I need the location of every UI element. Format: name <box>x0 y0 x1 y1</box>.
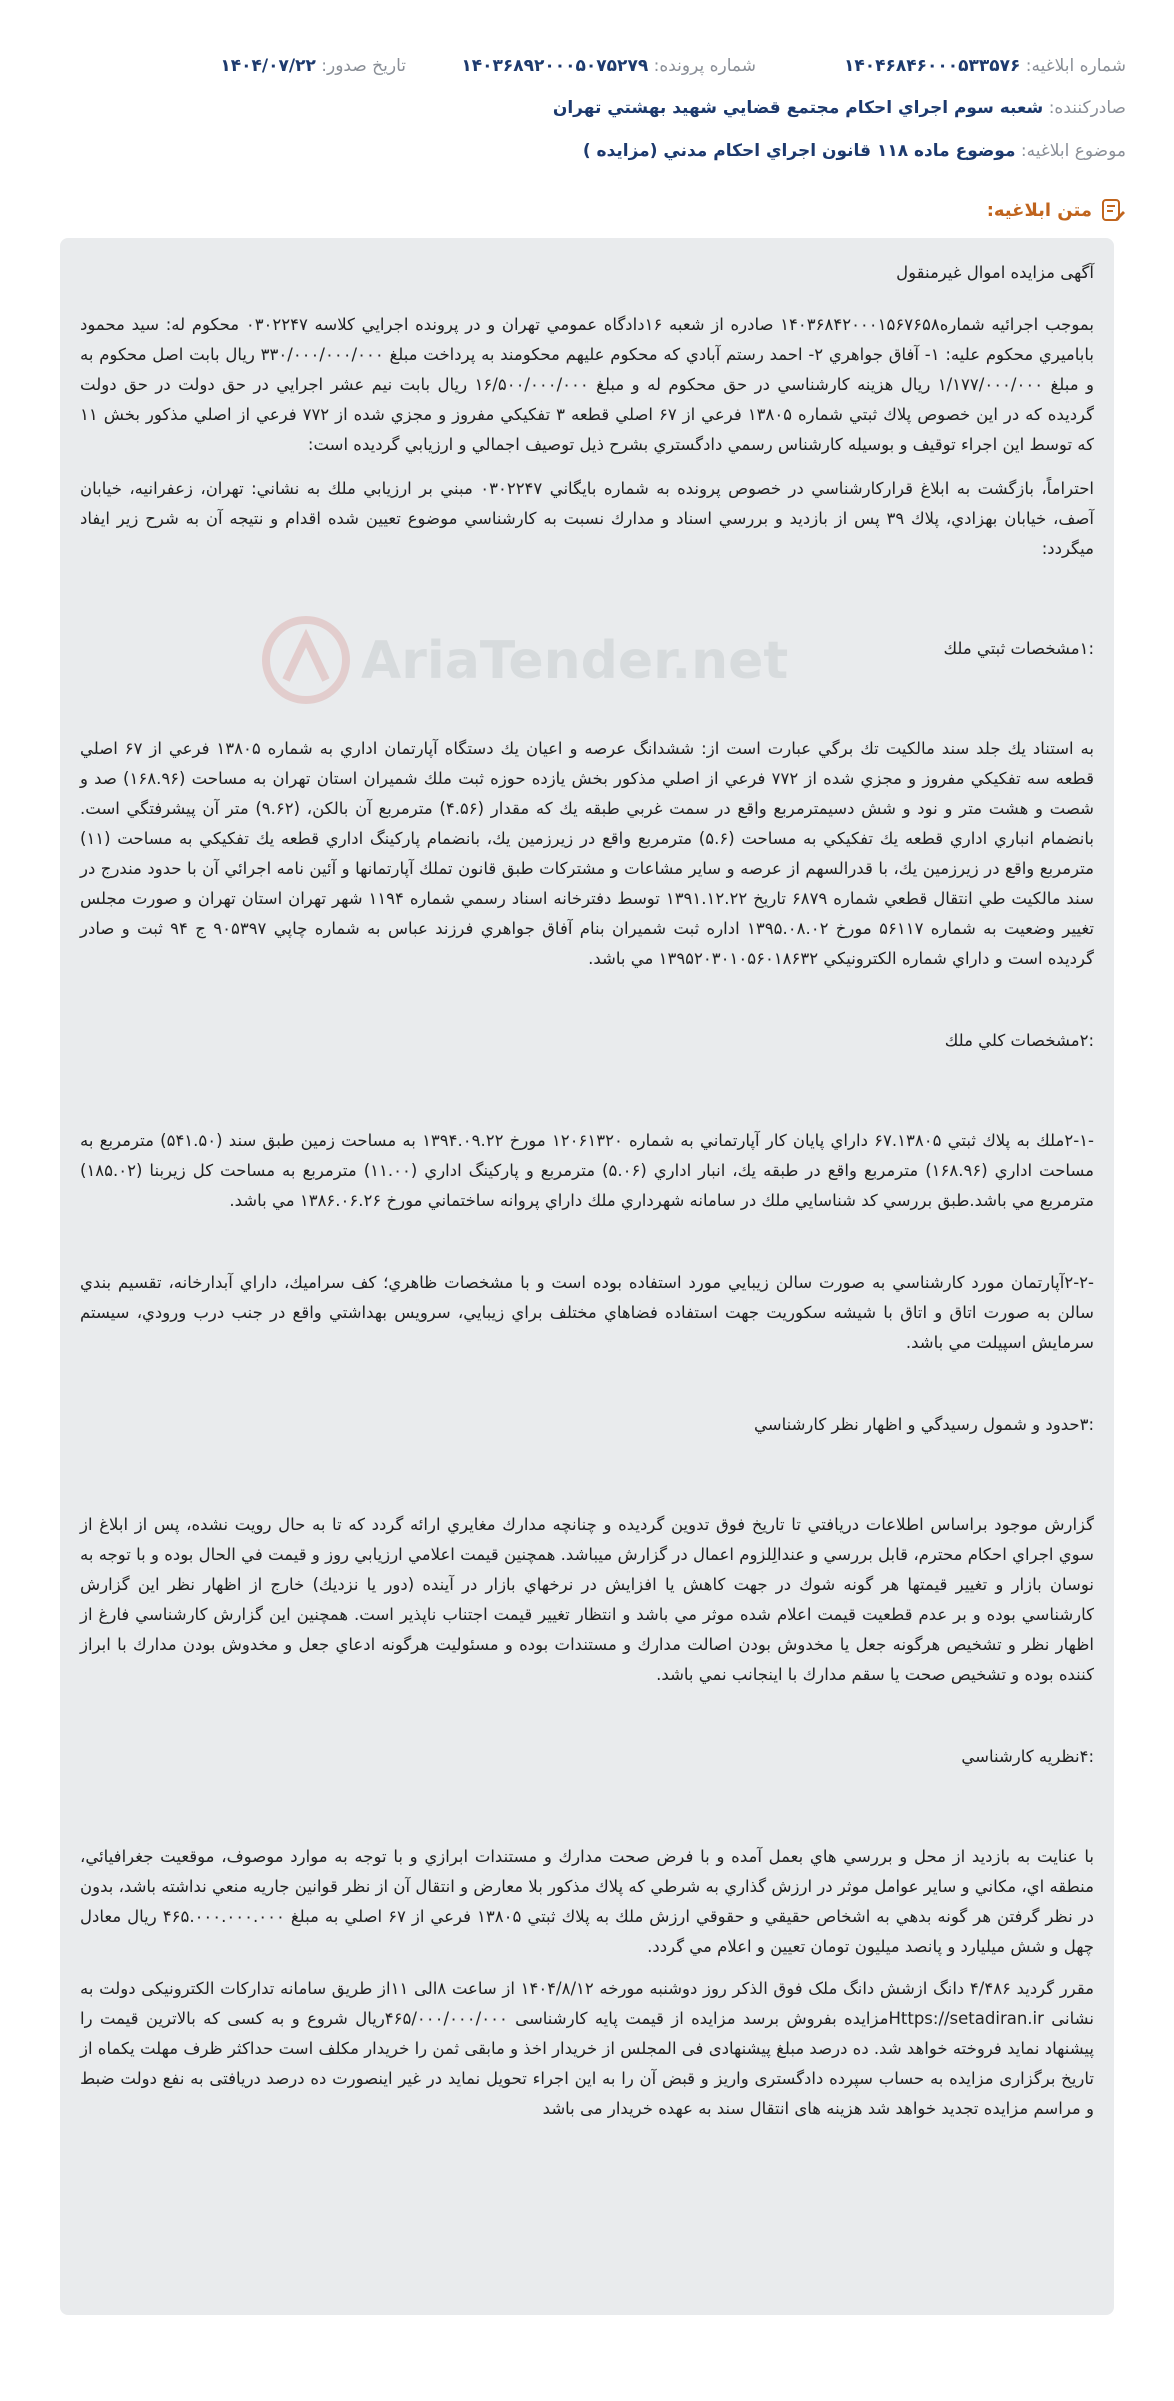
paragraph-execution-order: بموجب اجرائيه شماره۱۴۰۳۶۸۴۲۰۰۰۱۵۶۷۶۵۸ صادره از شعبه ۱۶دادگاه عمومي تهران و در پرونده اجرايي كلاسه ۰۳۰۲۲۴۷ محكوم له: سيد محمود باباميري محكوم عليه: ۱- آفاق جواهري ۲- احمد رستم آبادي كه محكوم عليهم محكومند به پرداخت مبلغ ۳۳۰/۰۰۰/۰۰۰/۰۰۰ ريال بابت اصل محكوم به و مبلغ ۱/۱۷۷/۰۰۰/۰۰۰ ريال هزينه كارشناسي در حق محكوم له و مبلغ ۱۶/۵۰۰/۰۰۰/۰۰۰ ريال بابت نيم عشر اجرايي در حق دولت در حق دولت گرديده كه در اين خصوص پلاك ثبتي شماره ۱۳۸۰۵ فرعي از ۶۷ اصلي قطعه ۳ تفكيكي مفروز و مجزي شده از ۷۷۲ فرعي از اصلي مذكور بخش ۱۱ كه توسط اين اجراء توقيف و بوسيله كارشناس رسمي دادگستري بشرح ذيل توصيف اجمالي و ارزيابي گرديده است: <box>80 315 1095 454</box>
case-number-label: شماره پرونده: <box>653 56 756 76</box>
paragraph-general-specs-2: -۲-۲آپارتمان مورد كارشناسي به صورت سالن زيبايي مورد استفاده بوده است و با مشخصات ظاهري؛ كف سراميك، داراي آبدارخانه، تقسيم بندي سالن به صورت اتاق و اتاق با شيشه سكوريت جهت استفاده فضاهاي مختلف براي زيبايي، سرويس بهداشتي واقع در جنب درب ورودي، سيستم سرمايش اسپيلت مي باشد. <box>80 1273 1094 1352</box>
subject-value: موضوع ماده ۱۱۸ قانون اجراي احكام مدني (مزايده ) <box>582 141 1016 161</box>
heading-general-specs: :۲مشخصات كلي ملك <box>944 1031 1094 1050</box>
issuer-row <box>48 98 1126 118</box>
notice-body-panel <box>60 238 1114 2315</box>
paragraph-scope: گزارش موجود براساس اطلاعات دريافتي تا تاريخ فوق تدوين گرديده و چنانچه مدارك مغايري ارائه گردد كه تا به حال رويت نشده، پس از ابلاغ از سوي اجراي احكام محترم، قابل بررسي و عندالِلزوم اعمال در گزارش ميباشد. همچنين قيمت اعلامي ارزيابي روز و قيمت في الحال بوده و با توجه به نوسان بازار و تغيير قيمتها هر گونه شوك در جهت كاهش يا افزايش در نرخهاي بازار در آينده (دور يا نزديك) خارج از اظهار نظر اين گزارش كارشناسي بوده و بر عدم قطعيت قيمت اعلام شده موثر مي باشد و انتظار تغيير قيمت اجتناب ناپذير است. همچنين اين گزارش كارشناسي فارغ از اظهار نظر و تشخيص هرگونه جعل يا مخدوش بودن اصالت مدارك و مستندات بوده و مسئوليت هرگونه ادعاي جعل و مخدوش بودن مدارك با ابراز كننده بوده و تشخيص صحت يا سقم مدارك با اينجانب نمي باشد. <box>80 1515 1094 1684</box>
notice-number-label: شماره ابلاغیه: <box>1025 56 1126 76</box>
case-number <box>461 56 756 76</box>
paragraph-expert-intro: احتراماً، بازگشت به ابلاغ قرارکارشناسي در خصوص پرونده به شماره بايگاني ۰۳۰۲۲۴۷ مبني بر ارزيابي ملك به نشاني: تهران، زعفرانيه، خيابان آصف، خيابان بهزادي، پلاك ۳۹ پس از بازديد و بررسي اسناد و مدارك نسبت به كارشناسي موضوع تعيين شده اقدام و نتيجه آن به شرح زير ايفاد ميگردد: <box>80 479 1095 558</box>
issue-date-label: تاریخ صدور: <box>321 56 406 76</box>
paragraph-expert-opinion: با عنايت به بازديد از محل و بررسي هاي بعمل آمده و با فرض صحت مدارك و مستندات ابرازي و با توجه به موارد موصوف، موقعيت جغرافيائي، منطقه اي، مكاني و ساير عوامل موثر در ارزش گذاري به شرطي كه پلاك مذكور بلا معارض و انتقال آن از نظر قوانين جاريه منعي نداشته باشد، بدون در نظر گرفتن هر گونه بدهي به اشخاص حقيقي و حقوقي ارزش ملك به پلاك ثبتي ۱۳۸۰۵ فرعي از ۶۷ اصلي به مبلغ ۴۶۵.۰۰۰.۰۰۰.۰۰۰ ريال معادل چهل و شش ميليارد و پانصد ميليون تومان تعيين و اعلام مي گردد. <box>80 1847 1094 1956</box>
heading-registration-specs: :۱مشخصات ثبتي ملك <box>943 639 1094 658</box>
paragraph-registration-specs: به استناد يك جلد سند مالكيت تك برگي عبارت است از: ششدانگ عرصه و اعيان يك دستگاه آپارتمان اداري به شماره ۱۳۸۰۵ فرعي از ۶۷ اصلي قطعه سه تفكيكي مفروز و مجزي شده از ۷۷۲ فرعي از اصلي مذكور بخش يازده حوزه ثبت ملك شميران استان تهران به مساحت (۱۶۸.۹۶) صد و شصت و هشت متر و نود و شش دسيمترمربع واقع در سمت غربي طبقه يك كه مقدار (۴.۵۶) مترمربع آن بالكن، (۹.۶۲) متر آن پيشرفتگي است. بانضمام انباري اداري قطعه يك تفكيكي به مساحت (۵.۶) مترمربع واقع در زيرزمين يك، بانضمام پاركينگ اداري قطعه يك تفكيكي به مساحت (۱۱) مترمربع واقع در زيرزمين يك، با قدرالسهم از عرصه و ساير مشاعات و مشتركات طبق قانون تملك آپارتمانها و آئين نامه اجرائي آن با حدود مندرج در سند مالكيت طي انتقال قطعي شماره ۶۸۷۹ تاريخ ۱۳۹۱.۱۲.۲۲ توسط دفترخانه اسناد رسمي شماره ۱۱۹۴ شهر تهران استان تهران و صورت مجلس تغيير وضعيت به شماره ۵۶۱۱۷ مورخ ۱۳۹۵.۰۸.۰۲ اداره ثبت شميران بنام آفاق جواهري فرزند عباس به شماره چاپي ۹۰۵۳۹۷ ج ۹۴ ثبت و صادر گرديده است و داراي شماره الكترونيكي ۱۳۹۵۲۰۳۰۱۰۵۶۰۱۸۶۳۲ مي باشد. <box>80 739 1095 968</box>
heading-scope: :۳حدود و شمول رسيدگي و اظهار نظر كارشناسي <box>754 1415 1094 1434</box>
heading-expert-opinion: :۴نظريه كارشناسي <box>961 1747 1094 1766</box>
watermark-text: AriaTender.net <box>361 631 789 691</box>
notice-text-title: متن ابلاغیه: <box>986 199 1092 221</box>
issuer-value: شعبه سوم اجراي احكام مجتمع قضايي شهيد بهشتي تهران <box>552 98 1044 118</box>
subject-row <box>48 141 1126 161</box>
auction-title: آگهی مزایده اموال غیرمنقول <box>896 263 1094 282</box>
notice-meta-row <box>48 56 1126 86</box>
notice-number <box>844 56 1126 76</box>
paragraph-general-specs-1: -۲-۱ملك به پلاك ثبتي ۶۷.۱۳۸۰۵ داراي پايان كار آپارتماني به شماره ۱۲۰۶۱۳۲۰ مورخ ۱۳۹۴.۰۹.۲۲ به مساحت زمين طبق سند (۵۴۱.۵۰) مترمربع به مساحت اداري (۱۶۸.۹۶) مترمربع واقع در طبقه يك، انبار اداري (۵.۰۶) مترمربع و پاركينگ اداري (۱۱.۰۰) مترمربع به مساحت كل زيربنا (۱۸۵.۰۲) مترمربع مي باشد.طبق بررسي كد شناسايي ملك در سامانه شهرداري ملك داراي پروانه ساختماني مورخ ۱۳۸۶.۰۶.۲۶ مي باشد. <box>80 1131 1095 1210</box>
notice-text-heading <box>987 196 1126 224</box>
document-edit-icon <box>1100 196 1126 224</box>
paragraph-auction-terms: مقرر گرديد ۴/۴۸۶ دانگ ازشش دانگ ملک فوق الذکر روز دوشنبه مورخه ۱۴۰۴/۸/۱۲ از ساعت ۸الی ۱۱از طریق سامانه تدارکات الکترونیکی دولت به نشانی Https://setadiran.irمزایده بفروش برسد مزایده از قیمت پایه کارشناسی ۴۶۵/۰۰۰/۰۰۰/۰۰۰ریال شروع و به کسی که بالاترین قیمت را پیشنهاد نماید فروخته خواهد شد. ده درصد مبلغ پیشنهادی فی المجلس از خریدار اخذ و مابقی ثمن را خریدار مکلف است حداکثر ظرف مهلت یکماه از تاریخ برگزاری مزایده به حساب سپرده دادگستری واریز و قبض آن را به این اجراء تحویل نماید در غیر اینصورت ده درصد دریافتی به نفع دولت ضبط و مراسم مزایده تجدید خواهد شد هزینه های انتقال سند به عهده خریدار می باشد <box>80 1979 1095 2118</box>
issue-date <box>220 56 406 76</box>
case-number-value: ۱۴۰۳۶۸۹۲۰۰۰۵۰۷۵۲۷۹ <box>461 56 649 76</box>
subject-label: موضوع ابلاغیه: <box>1020 141 1126 161</box>
notice-number-value: ۱۴۰۴۶۸۴۶۰۰۰۵۳۳۵۷۶ <box>843 56 1021 76</box>
issue-date-value: ۱۴۰۴/۰۷/۲۲ <box>220 56 316 76</box>
issuer-label: صادرکننده: <box>1048 98 1126 118</box>
